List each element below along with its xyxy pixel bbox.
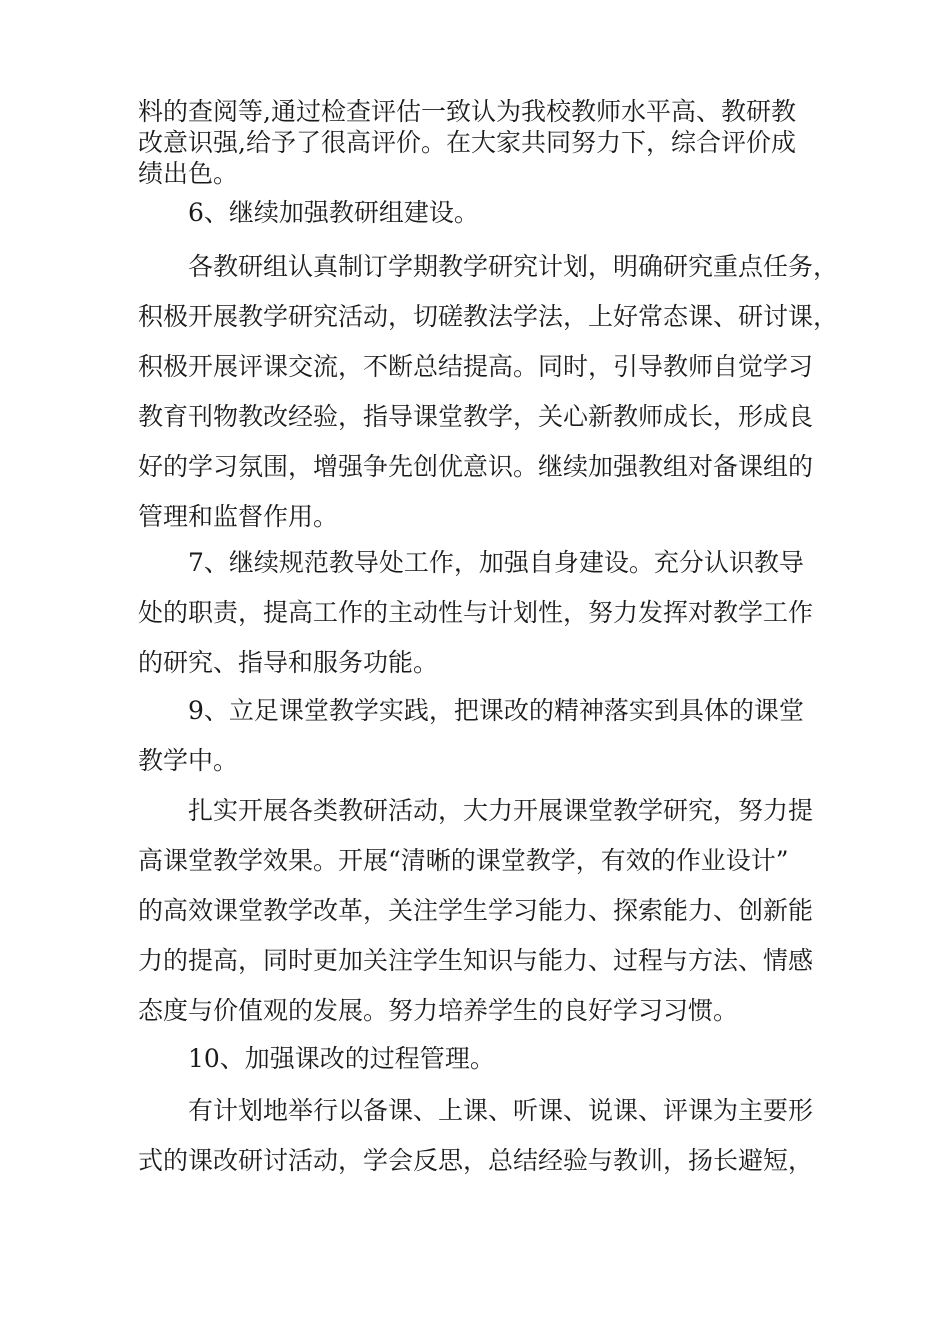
text-line: 管理和监督作用。: [138, 502, 339, 531]
paragraph-7: [138, 538, 838, 688]
text-line: 处的职责，提高工作的主动性与计划性，努力发挥对教学工作: [138, 598, 814, 627]
paragraph-9: [138, 686, 838, 786]
paragraph-10: [138, 1086, 838, 1186]
text-line: 绩出色。: [138, 159, 239, 188]
text-line: 扎实开展各类教研活动，大力开展课堂教学研究，努力提: [138, 796, 814, 825]
text-line: 的高效课堂教学改革，关注学生学习能力、探索能力、创新能: [138, 896, 814, 925]
text-line: 10、加强课改的过程管理。: [138, 1044, 495, 1073]
text-line: 积极开展教学研究活动，切磋教法学法，上好常态课、研讨课，: [138, 302, 839, 331]
text-line: 好的学习氛围，增强争先创优意识。继续加强教组对备课组的: [138, 452, 814, 481]
text-line: 式的课改研讨活动，学会反思，总结经验与教训，扬长避短，: [138, 1146, 814, 1175]
paragraph-6: [138, 242, 838, 542]
text-line: 料的查阅等,通过检查评估一致认为我校教师水平高、教研教: [138, 97, 796, 126]
text-line: 6、继续加强教研组建设。: [138, 198, 479, 227]
text-line: 高课堂教学效果。开展“清晰的课堂教学，有效的作业设计”: [138, 846, 789, 875]
text-line: 教学中。: [138, 746, 239, 775]
paragraph-evaluation: [138, 96, 838, 189]
text-line: 7、继续规范教导处工作，加强自身建设。充分认识教导: [138, 548, 804, 577]
text-line: 改意识强,给予了很高评价。在大家共同努力下，综合评价成: [138, 128, 796, 157]
section-heading-10: [138, 1034, 838, 1084]
text-line: 各教研组认真制订学期教学研究计划，明确研究重点任务，: [138, 252, 839, 281]
text-line: 9、立足课堂教学实践，把课改的精神落实到具体的课堂: [138, 696, 804, 725]
section-heading-6: [138, 188, 838, 238]
paragraph-9-detail: [138, 786, 838, 1036]
text-line: 有计划地举行以备课、上课、听课、说课、评课为主要形: [138, 1096, 814, 1125]
text-line: 的研究、指导和服务功能。: [138, 648, 439, 677]
text-line: 教育刊物教改经验，指导课堂教学，关心新教师成长，形成良: [138, 402, 814, 431]
text-line: 力的提高，同时更加关注学生知识与能力、过程与方法、情感: [138, 946, 814, 975]
text-line: 态度与价值观的发展。努力培养学生的良好学习习惯。: [138, 996, 739, 1025]
text-line: 积极开展评课交流，不断总结提高。同时，引导教师自觉学习: [138, 352, 814, 381]
